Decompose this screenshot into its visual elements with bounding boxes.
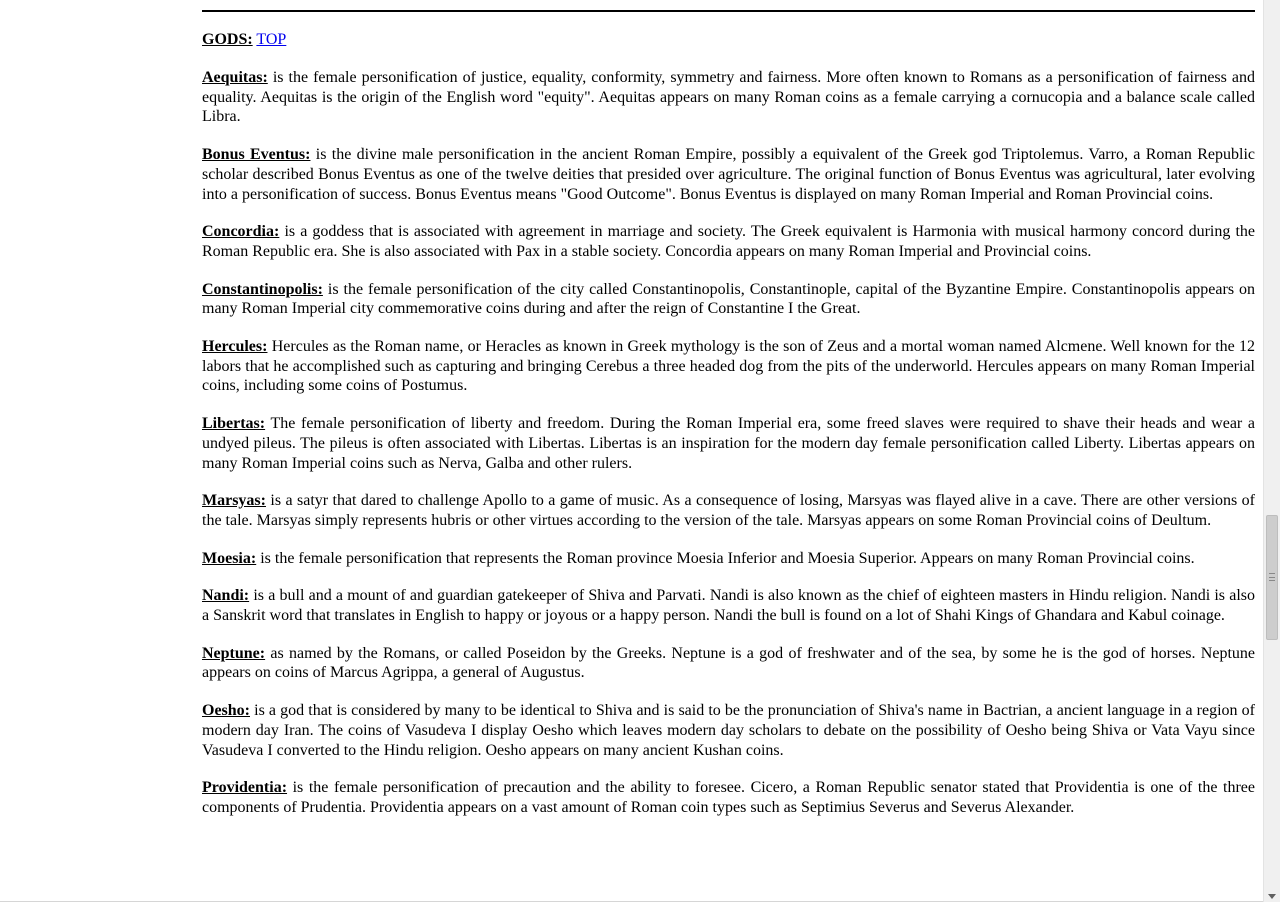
section-heading [202, 30, 1255, 50]
entry-description: is a bull and a mount of and guardian gatekeeper of Shiva and Parvati. Nandi is also known as the chief of eighteen masters in Hindu religion. Nandi is also a Sanskrit word that translates in English to happy or joyous or a happy person. Nandi the bull is found on a lot of Shahi Kings of Ghandara and Kabul coinage. [202, 587, 1256, 625]
entry-description: The female personification of liberty and freedom. During the Roman Imperial era, some freed slaves were required to shave their heads and wear a undyed pileus. The pileus is often associated with Libertas. Libertas is an inspiration for the modern day female personification called Liberty. Libertas appears on many Roman Imperial coins such as Nerva, Galba and other rulers. [202, 415, 1255, 472]
entry [202, 414, 1255, 473]
entry [202, 586, 1255, 625]
entry-description: Hercules as the Roman name, or Heracles as known in Greek mythology is the son of Zeus and a mortal woman named Alcmene. Well known for the 12 labors that he accomplished such as capturing and bringing Cerebus a three headed dog from the pits of the underworld. Hercules appears on many Roman Imperial coins, including some coins of Postumus. [202, 338, 1256, 395]
entry [202, 778, 1255, 817]
vertical-scrollbar[interactable] [1263, 0, 1280, 902]
entry-term: Providentia: [202, 779, 288, 797]
entry-description: is the divine male personification in the ancient Roman Empire, possibly a equivalent of the Greek god Triptolemus. Varro, a Roman Republic scholar described Bonus Eventus as one of the twelve deities that presided over agriculture. The original function of Bonus Eventus was agricultural, later evolving into a personification of success. Bonus Eventus means "Good Outcome". Bonus Eventus is displayed on many Roman Imperial and Roman Provincial coins. [202, 146, 1256, 203]
entry-term: Nandi: [202, 587, 250, 605]
horizontal-rule [202, 10, 1255, 12]
entry-term: Marsyas: [202, 492, 266, 510]
scroll-down-arrow-icon[interactable] [1268, 894, 1276, 899]
section-title: GODS: [202, 31, 253, 48]
entry-description: is the female personification of justice, equality, conformity, symmetry and fairness. More often known to Romans as a personification of fairness and equality. Aequitas is the origin of the English word "equity". Aequitas appears on many Roman coins as a female carrying a cornucopia and a balance scale called Libra. [202, 69, 1256, 126]
entry [202, 280, 1255, 319]
entry-term: Constantinopolis: [202, 280, 323, 298]
entry [202, 644, 1255, 683]
grip-icon [1269, 573, 1275, 581]
entry-term: Hercules: [202, 338, 268, 356]
entry-description: is the female personification of precaution and the ability to foresee. Cicero, a Roman Republic senator stated that Providentia is one of the three components of Prudentia. Providentia appears on a vast amount of Roman coin types such as Septimius Severus and Severus Alexander. [202, 779, 1256, 816]
entry-term: Oesho: [202, 702, 250, 720]
entry [202, 337, 1255, 396]
scrollbar-thumb[interactable] [1266, 515, 1278, 640]
entry [202, 68, 1255, 127]
entry-term: Libertas: [202, 415, 266, 433]
entry-description: is a god that is considered by many to be identical to Shiva and is said to be the pronunciation of Shiva's name in Bactrian, a ancient language in a region of modern day Iran. The coins of Vasudeva I display Oesho which leaves modern day scholars to debate on the possibility of Oesho being Shiva or Vata Vayu since Vasudeva I converted to the Hindu religion. Oesho appears on many ancient Kushan coins. [202, 702, 1256, 759]
entry-description: as named by the Romans, or called Poseidon by the Greeks. Neptune is a god of freshwater and of the sea, by some he is the god of horses. Neptune appears on coins of Marcus Agrippa, a general of Augustus. [202, 644, 1256, 682]
entry [202, 491, 1255, 530]
entry-term: Neptune: [202, 644, 266, 662]
entry-description: is the female personification of the city called Constantinopolis, Constantinople, capital of the Byzantine Empire. Constantinopolis appears on many Roman Imperial city commemorative coins during and after the reign of Constantine I the Great. [202, 280, 1256, 318]
top-link[interactable]: TOP [256, 31, 287, 48]
entry-term: Concordia: [202, 223, 280, 241]
entry-term: Moesia: [202, 549, 257, 567]
entry-list [202, 68, 1255, 818]
entry [202, 549, 1255, 569]
gods-section [202, 0, 1255, 836]
entry-term: Aequitas: [202, 69, 268, 86]
entry-term: Bonus Eventus: [202, 146, 311, 164]
entry-description: is a goddess that is associated with agreement in marriage and society. The Greek equivalent is Harmonia with musical harmony concord during the Roman Republic era. She is also associated with Pax in a stable society. Concordia appears on many Roman Imperial and Provincial coins. [202, 223, 1256, 260]
entry [202, 145, 1255, 204]
entry-description: is the female personification that represents the Roman province Moesia Inferior and Moesia Superior. Appears on many Roman Provincial coins. [260, 549, 1195, 567]
entry [202, 222, 1255, 261]
entry-description: is a satyr that dared to challenge Apollo to a game of music. As a consequence of losing, Marsyas was flayed alive in a cave. There are other versions of the tale. Marsyas simply represents hubris or other virtues according to the version of the tale. Marsyas appears on some Roman Provincial coins of Deultum. [202, 492, 1256, 529]
entry [202, 701, 1255, 760]
